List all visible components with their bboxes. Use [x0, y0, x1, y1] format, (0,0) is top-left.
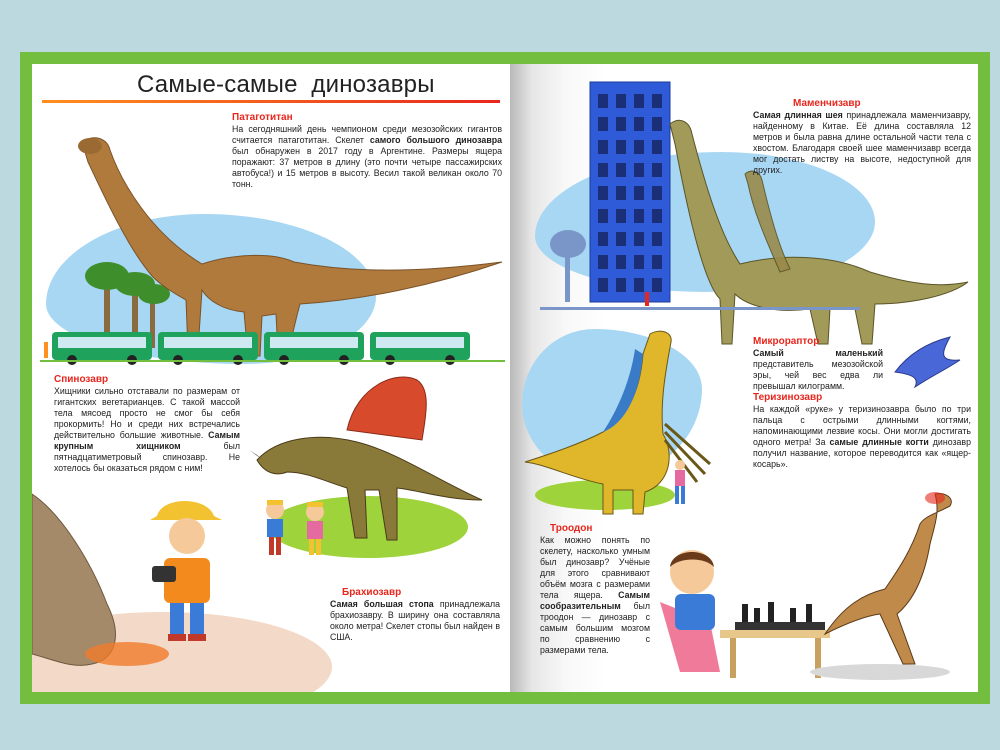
building-window — [598, 117, 608, 131]
building-window — [634, 255, 644, 269]
building-window — [598, 255, 608, 269]
spinosaurus-text: Хищники сильно отставали по размерам от гигантских вегетарианцев. С такой массой тела мясоед просто не смог бы себя прокормить! Но и среди них встречались действительно большие животные. Самым крупным хищником был пятнадцатиметровый спинозавр. Не хотелось бы оказаться рядом с ним! — [54, 386, 240, 473]
building-window — [634, 163, 644, 177]
tiny-person — [44, 342, 48, 358]
patagotitan-illustration — [32, 64, 510, 364]
troodon-heading: Троодон — [550, 523, 593, 534]
building-window — [634, 94, 644, 108]
building-window — [616, 232, 626, 246]
ground-line-right — [540, 307, 860, 310]
therizinosaurus-heading: Теризинозавр — [753, 392, 823, 403]
building-window — [598, 163, 608, 177]
building-window — [598, 232, 608, 246]
brachiosaurus-text: Самая большая стопа принадлежала брахиозавру. В ширину она составляла около метра! Скелет стопы был найден в США. — [330, 599, 500, 642]
building-window — [616, 117, 626, 131]
building-window — [634, 209, 644, 223]
patagotitan-heading: Патаготитан — [232, 112, 293, 123]
building-window — [634, 117, 644, 131]
building-window — [616, 163, 626, 177]
troodon-illustration — [785, 484, 965, 674]
right-page — [510, 64, 978, 692]
building-window — [616, 209, 626, 223]
therizinosaurus-text: На каждой «руке» у теризинозавра было по три пальца с острыми длинными когтями, напоминающими лезвие косы. Они могли достигать одного метра! За самые длинные когти динозавр получил название, которое переводится как «ящер-косарь». — [753, 404, 971, 469]
building-window — [598, 94, 608, 108]
building-window — [616, 140, 626, 154]
building-window — [598, 140, 608, 154]
patagotitan-text: На сегодняшний день чемпионом среди мезозойских гигантов считается патаготитан. Скелет самого большого динозавра был обнаружен в 2017 году в Аргентине. Размеры ящера поражают: 37 метров в длину (это почти четыре пассажирских автобуса!) и 15 метров в высоту. Весил такой великан около 70 тонн. — [232, 124, 502, 189]
boy-standing-illustration — [670, 459, 690, 509]
small-palm-illustration — [548, 224, 588, 304]
mamenchisaurus-text: Самая длинная шея принадлежала маменчизавру, найденному в Китае. Её длина составляла 12 метров и была равна длине остальной части тела с хвостом. Благодаря своей шее маменчизавр всегда мог достать листву на высоте, недоступной для других. — [753, 110, 971, 175]
kids-illustration — [257, 496, 337, 566]
page-title: Самые-самые динозавры — [137, 71, 435, 98]
microraptor-heading: Микрораптор — [753, 336, 820, 347]
tiny-person-right — [645, 292, 649, 306]
building-window — [598, 278, 608, 292]
building-window — [598, 186, 608, 200]
troodon-text: Как можно понять по скелету, насколько умным был динозавр? Учёные для этого сравнивают объём мозга с размерами тела ящера. Самым сообразительным был троодон — динозавр с самым большим мозгом по сравнению с размерами тела. — [540, 535, 650, 655]
book-spread-frame — [20, 52, 990, 704]
building-window — [616, 255, 626, 269]
building-window — [616, 278, 626, 292]
microraptor-illustration — [890, 332, 970, 392]
building-window — [634, 186, 644, 200]
mamenchisaurus-heading: Маменчизавр — [793, 98, 861, 109]
building-window — [598, 209, 608, 223]
therizinosaurus-illustration — [525, 314, 725, 514]
building-window — [634, 232, 644, 246]
building-window — [616, 186, 626, 200]
building-window — [634, 140, 644, 154]
left-page — [32, 64, 510, 692]
building-window — [634, 278, 644, 292]
spinosaurus-heading: Спинозавр — [54, 374, 109, 385]
patagotitan-head — [78, 138, 102, 154]
microraptor-text: Самый маленький представитель мезозойской эры, чей вес едва ли превышал килограмм. — [753, 348, 883, 391]
boy-photographer-illustration — [142, 496, 232, 646]
building-window — [616, 94, 626, 108]
brachiosaurus-heading: Брахиозавр — [342, 587, 402, 598]
camera — [152, 566, 176, 582]
